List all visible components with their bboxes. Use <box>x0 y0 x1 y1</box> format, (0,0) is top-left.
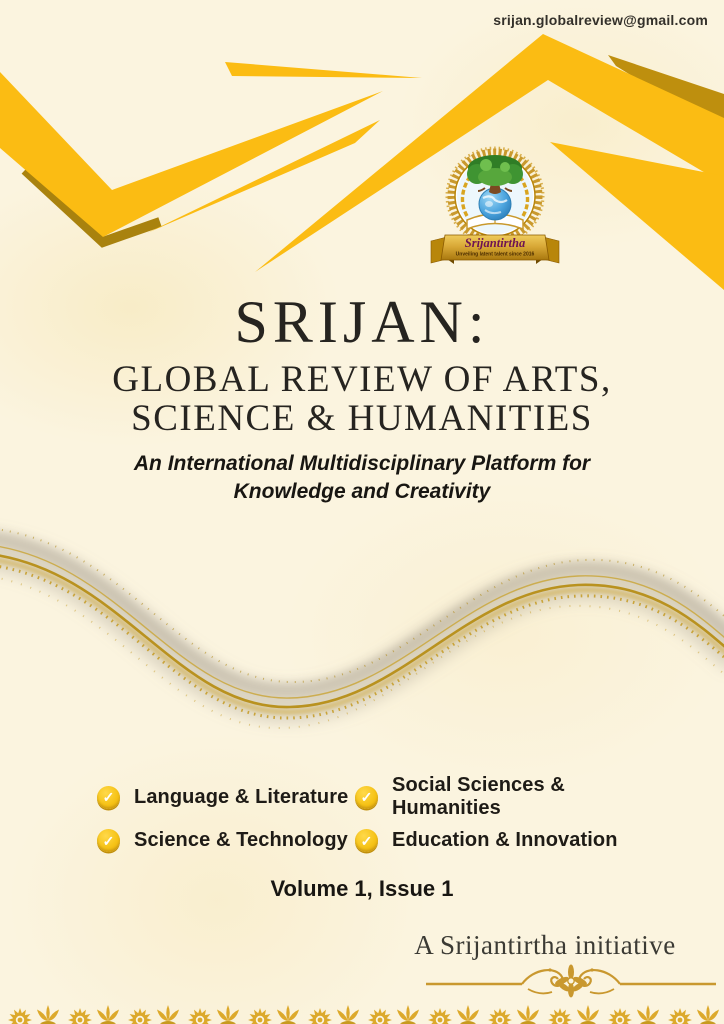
journal-subtitle-line1: GLOBAL REVIEW OF ARTS, <box>112 359 612 400</box>
check-icon: ✓ <box>97 786 120 809</box>
volume-issue: Volume 1, Issue 1 <box>270 876 454 901</box>
topic-label: Education & Innovation <box>392 829 618 851</box>
srijantirtha-logo <box>423 138 567 276</box>
thin-streak-upper <box>225 62 422 78</box>
contact-email: srijan.globalreview@gmail.com <box>493 12 708 28</box>
topic-social-sciences <box>355 774 637 820</box>
journal-subtitle-line2: SCIENCE & HUMANITIES <box>131 398 593 440</box>
journal-title: SRIJAN: <box>234 289 490 355</box>
topic-education-innovation <box>355 829 637 852</box>
wave-decoration <box>0 492 724 772</box>
topic-language-literature <box>97 774 355 820</box>
topics-list <box>97 774 637 852</box>
topic-science-technology <box>97 829 355 852</box>
logo-tagline: Unveiling latent talent since 2016 <box>455 251 535 258</box>
logo-org-name: Srijantirtha <box>464 236 526 250</box>
journal-subtitle <box>0 360 724 438</box>
topic-label: Social Sciences & Humanities <box>392 774 565 819</box>
check-icon: ✓ <box>97 829 120 852</box>
border-pattern <box>0 994 724 1024</box>
logo-ribbon-banner <box>431 235 559 264</box>
check-icon: ✓ <box>355 829 378 852</box>
topic-label: Science & Technology <box>134 829 348 851</box>
topic-label: Language & Literature <box>134 785 349 808</box>
check-icon: ✓ <box>355 786 378 809</box>
journal-tagline-line1: An International Multidisciplinary Platform for <box>133 452 591 475</box>
divider-flower <box>548 965 593 998</box>
initiative-credit: A Srijantirtha initiative <box>414 930 676 960</box>
chevron-decoration <box>0 0 724 300</box>
journal-tagline-line2: Knowledge and Creativity <box>233 479 491 503</box>
